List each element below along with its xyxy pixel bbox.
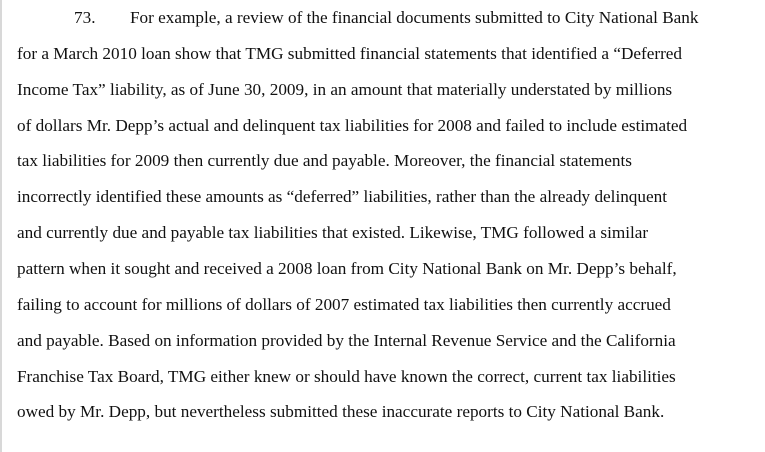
page-edge-line xyxy=(0,0,2,452)
text-line: owed by Mr. Depp, but nevertheless submitted these inaccurate reports to City National Bank. xyxy=(17,402,665,421)
paragraph-first-line xyxy=(74,3,698,33)
text-line: For example, a review of the financial documents submitted to City National Bank xyxy=(130,8,699,27)
text-line: and payable. Based on information provided by the Internal Revenue Service and the California xyxy=(17,331,676,350)
text-line: tax liabilities for 2009 then currently due and payable. Moreover, the financial statements xyxy=(17,151,632,170)
text-line: Franchise Tax Board, TMG either knew or should have known the correct, current tax liabilities xyxy=(17,367,676,386)
text-line: failing to account for millions of dollars of 2007 estimated tax liabilities then currently accrued xyxy=(17,295,671,314)
text-line: for a March 2010 loan show that TMG submitted financial statements that identified a “Deferred xyxy=(17,44,683,63)
text-line: of dollars Mr. Depp’s actual and delinquent tax liabilities for 2008 and failed to include estimated xyxy=(17,116,688,135)
text-line: pattern when it sought and received a 2008 loan from City National Bank on Mr. Depp’s behalf, xyxy=(17,259,677,278)
text-line: incorrectly identified these amounts as “deferred” liabilities, rather than the already delinquent xyxy=(17,187,667,206)
paragraph-number: 73. xyxy=(74,8,96,27)
text-line: and currently due and payable tax liabilities that existed. Likewise, TMG followed a similar xyxy=(17,223,649,242)
text-line: Income Tax” liability, as of June 30, 2009, in an amount that materially understated by millions xyxy=(17,80,673,99)
